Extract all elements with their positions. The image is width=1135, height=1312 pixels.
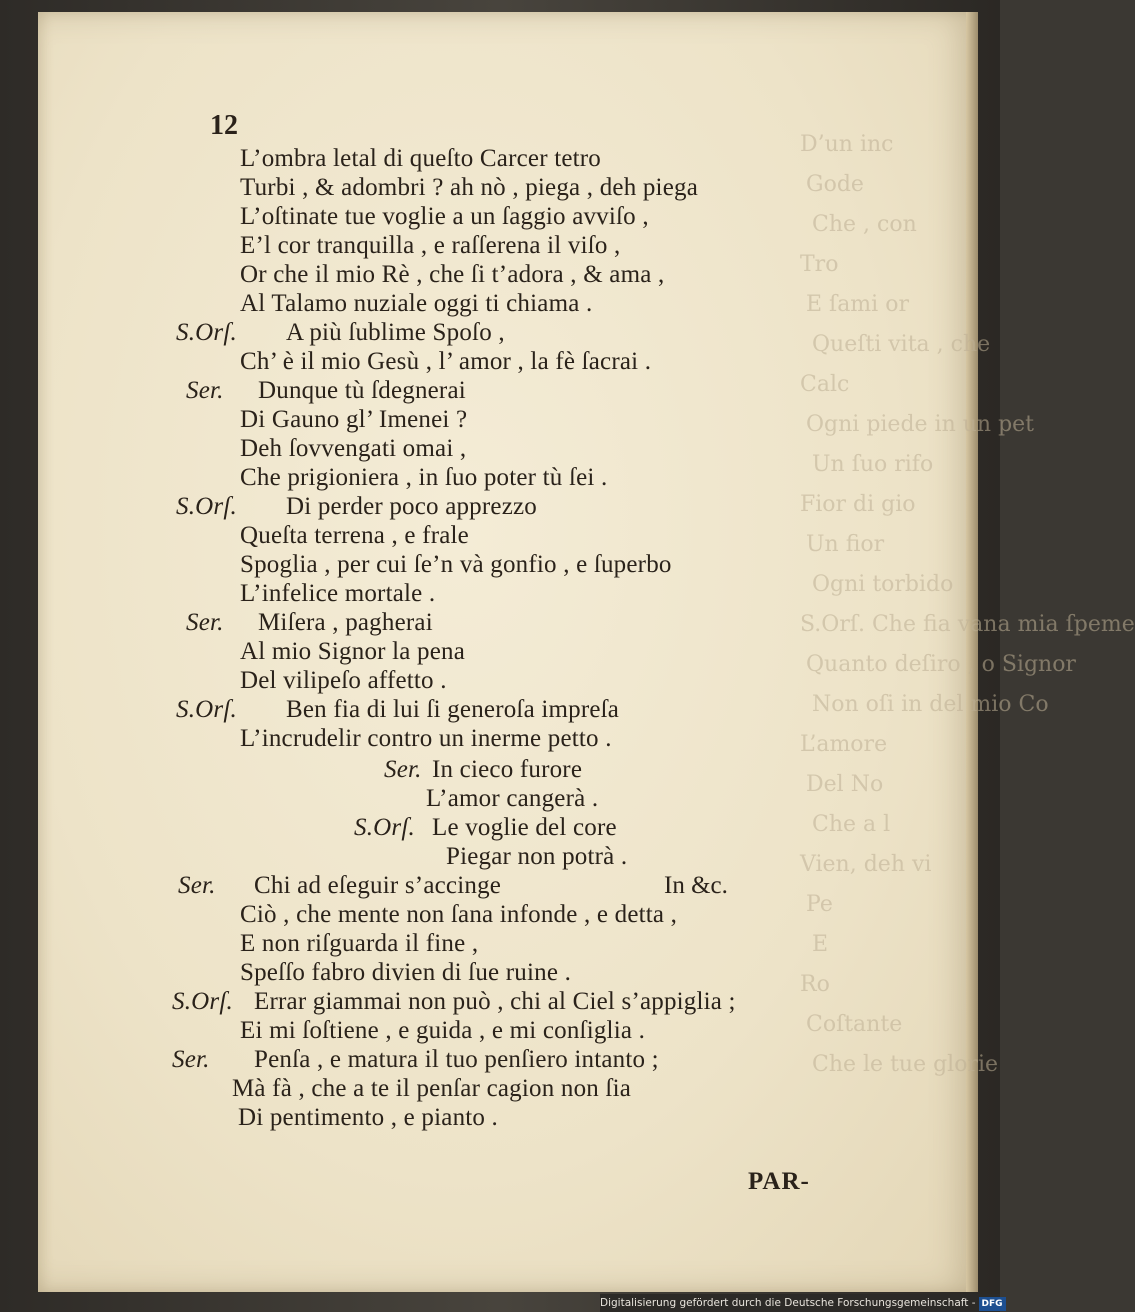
speaker-label: S.Orſ.	[172, 988, 233, 1015]
bleed-through-line: Tro	[800, 252, 839, 277]
verse-line: L’incrudelir contro un inerme petto .	[240, 725, 612, 752]
speaker-label: S.Orſ.	[176, 493, 237, 520]
speaker-label: Ser.	[178, 872, 216, 899]
verse-line: L’ombra letal di queſto Carcer tetro	[240, 145, 602, 172]
verse-line: L’oſtinate tue voglie a un ſaggio avviſo ,	[240, 203, 649, 230]
verse-line: E non riſguarda il fine ,	[240, 930, 479, 957]
verse-line: Del vilipeſo affetto .	[240, 667, 447, 694]
verse-line: Errar giammai non può , chi al Ciel s’appiglia ;	[254, 988, 736, 1015]
verse-line: Di perder poco apprezzo	[286, 493, 537, 520]
verse-line: Penſa , e matura il tuo penſiero intanto ;	[254, 1046, 659, 1073]
verse-line: Deh ſovvengati omai ,	[240, 435, 467, 462]
bleed-through-line: Queſti vita , che	[812, 332, 991, 357]
speaker-label: S.Orſ.	[176, 696, 237, 723]
verse-line: Speſſo fabro divien di ſue ruine .	[240, 959, 572, 986]
verse-line: Al mio Signor la pena	[240, 638, 466, 665]
verse-line: Turbi , & adombri ? ah nò , piega , deh piega	[240, 174, 698, 201]
verse-line: Ch’ è il mio Gesù , l’ amor , la fè ſacrai .	[240, 348, 652, 375]
bleed-through-line: Che le tue glorie	[812, 1052, 999, 1077]
catchword: PAR-	[748, 1168, 810, 1195]
bleed-through-line: Pe	[806, 892, 833, 917]
verse-line: Di pentimento , e pianto .	[238, 1104, 499, 1131]
bleed-through-line: Fior di gio	[800, 492, 916, 517]
verse-line: Dunque tù ſdegnerai	[258, 377, 466, 404]
bleed-through-line: Non oſi in del mio Co	[812, 692, 1049, 717]
verse-line: Chi ad eſeguir s’accinge	[254, 872, 502, 899]
speaker-label: Ser.	[172, 1046, 210, 1073]
verse-line: Spoglia , per cui ſe’n và gonfio , e ſuperbo	[240, 551, 672, 578]
bleed-through-line: L’amore	[800, 732, 888, 757]
speaker-label: Ser.	[384, 756, 422, 783]
verse-line: Miſera , pagherai	[258, 609, 433, 636]
verse-line: L’amor cangerà .	[426, 785, 599, 812]
verse-line: E’l cor tranquilla , e raſſerena il viſo ,	[240, 232, 621, 259]
dfg-logo: DFG	[979, 1297, 1006, 1311]
credit-text: Digitalisierung gefördert durch die Deutsche Forschungsgemeinschaft -	[600, 1297, 976, 1309]
verse-line: Ciò , che mente non ſana infonde , e detta ,	[240, 901, 678, 928]
digitization-credit	[600, 1294, 1003, 1312]
bleed-through-line: E	[812, 932, 829, 957]
speaker-label: S.Orſ.	[176, 319, 237, 346]
verse-line: Ben fia di lui ſi generoſa impreſa	[286, 696, 620, 723]
aria-cue: In &c.	[664, 872, 728, 899]
bleed-through-line: Che a l	[812, 812, 891, 837]
verse-line: In cieco furore	[432, 756, 583, 783]
page-number: 12	[210, 110, 238, 141]
bleed-through-line: Un ſuo rifo	[812, 452, 934, 477]
bleed-through-line: Ogni piede in un pet	[806, 412, 1035, 437]
verse-line: Di Gauno gl’ Imenei ?	[240, 406, 468, 433]
bleed-through-line: Quanto deſiro , o Signor	[806, 652, 1076, 677]
bleed-through-line: Un fior	[806, 532, 885, 557]
bleed-through-line: Gode	[806, 172, 864, 197]
verse-line: A più ſublime Spoſo ,	[286, 319, 505, 346]
verse-line: Or che il mio Rè , che ſi t’adora , & ama ,	[240, 261, 665, 288]
bleed-through-line: Coſtante	[806, 1012, 903, 1037]
bleed-through-line: Calc	[800, 372, 850, 397]
speaker-label: S.Orſ.	[354, 814, 415, 841]
verse-line: L’infelice mortale .	[240, 580, 436, 607]
bleed-through-line: D’un inc	[800, 132, 894, 157]
bleed-through-line: Che , con	[812, 212, 917, 237]
verse-line: Che prigioniera , in ſuo poter tù ſei .	[240, 464, 608, 491]
bleed-through-line: S.Orſ. Che fia vana mia ſpeme	[800, 612, 1135, 637]
verse-line: Piegar non potrà .	[446, 843, 628, 870]
bleed-through-line: Vien, deh vi	[800, 852, 932, 877]
verse-line: Al Talamo nuziale oggi ti chiama .	[240, 290, 593, 317]
speaker-label: Ser.	[186, 609, 224, 636]
bleed-through-line: Ro	[800, 972, 830, 997]
speaker-label: Ser.	[186, 377, 224, 404]
verse-line: Mà fà , che a te il penſar cagion non ſia	[232, 1075, 632, 1102]
bleed-through-line: Ogni torbido	[812, 572, 954, 597]
verse-line: Queſta terrena , e frale	[240, 522, 469, 549]
verse-line: Ei mi ſoſtiene , e guida , e mi conſiglia .	[240, 1017, 646, 1044]
bleed-through-line: E ſami or	[806, 292, 909, 317]
bleed-through-line: Del No	[806, 772, 884, 797]
verse-line: Le voglie del core	[432, 814, 617, 841]
